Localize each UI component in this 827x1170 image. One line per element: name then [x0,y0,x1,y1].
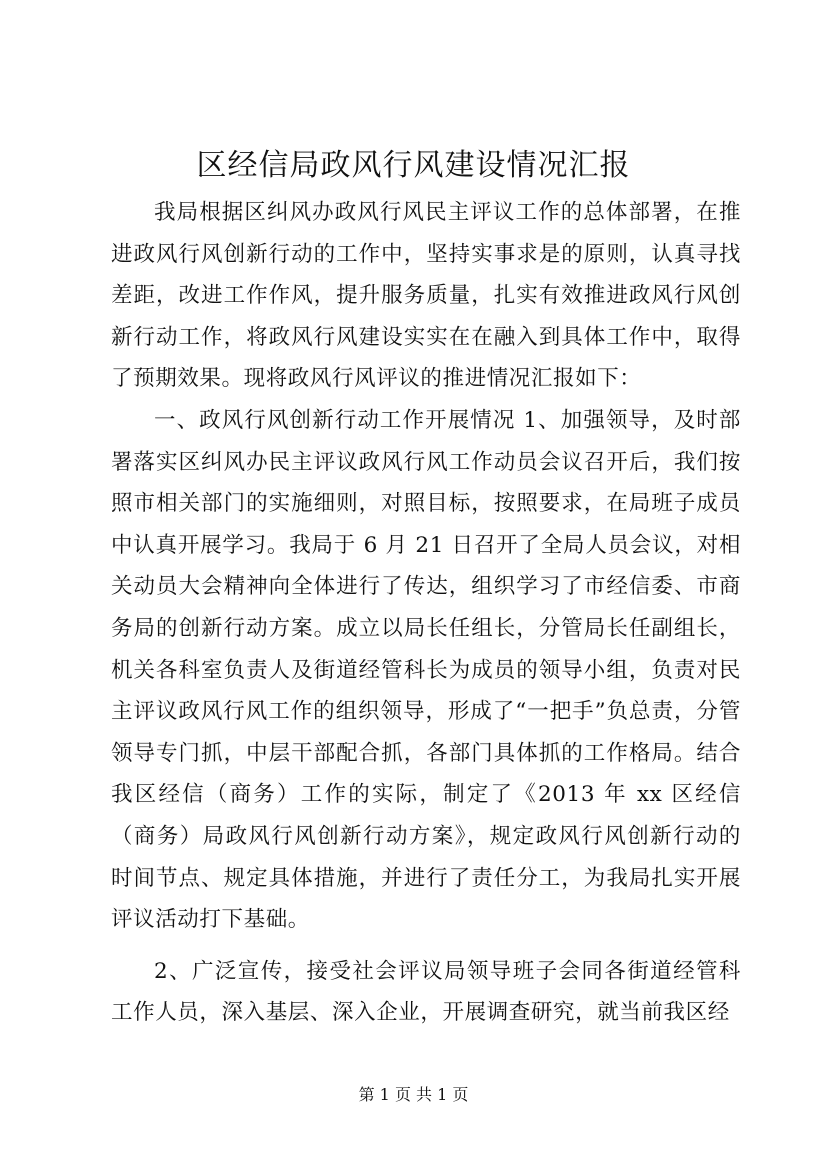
page-footer: 第 1 页 共 1 页 [358,1085,469,1104]
paragraph-section-2: 2、广泛宣传，接受社会评议局领导班子会同各街道经管科工作人员，深入基层、深入企业，开展调查研究，就当前我区经 [111,958,741,1026]
document-body [111,192,741,1034]
paragraph-section-1: 一、政风行风创新行动工作开展情况 1、加强领导，及时部署落实区纠风办民主评议政风行风工作动员会议召开后，我们按照市相关部门的实施细则，对照目标，按照要求，在局班子成员中认真开展学习。我局于 6 月 21 日召开了全局人员会议，对相关动员大会精神向全体进行了传达，组织学习了市经信委、市商务局的创新行动方案。成立以局长任组长，分管局长任副组长，机关各科室负责人及街道经管科长为成员的领导小组，负责对民主评议政风行风工作的组织领导，形成了“一把手”负总责，分管领导专门抓，中层干部配合抓，各部门具体抓的工作格局。结合我区经信（商务）工作的实际，制定了《2013 年 xx 区经信（商务）局政风行风创新行动方案》，规定政风行风创新行动的时间节点、规定具体措施，并进行了责任分工，为我局扎实开展评议活动打下基础。 [111,407,741,933]
paragraph-intro: 我局根据区纠风办政风行风民主评议工作的总体部署，在推进政风行风创新行动的工作中，坚持实事求是的原则，认真寻找差距，改进工作作风，提升服务质量，扎实有效推进政风行风创新行动工作，将政风行风建设实实在在融入到具体工作中，取得了预期效果。现将政风行风评议的推进情况汇报如下： [111,200,741,392]
document-title: 区经信局政风行风建设情况汇报 [196,148,631,183]
